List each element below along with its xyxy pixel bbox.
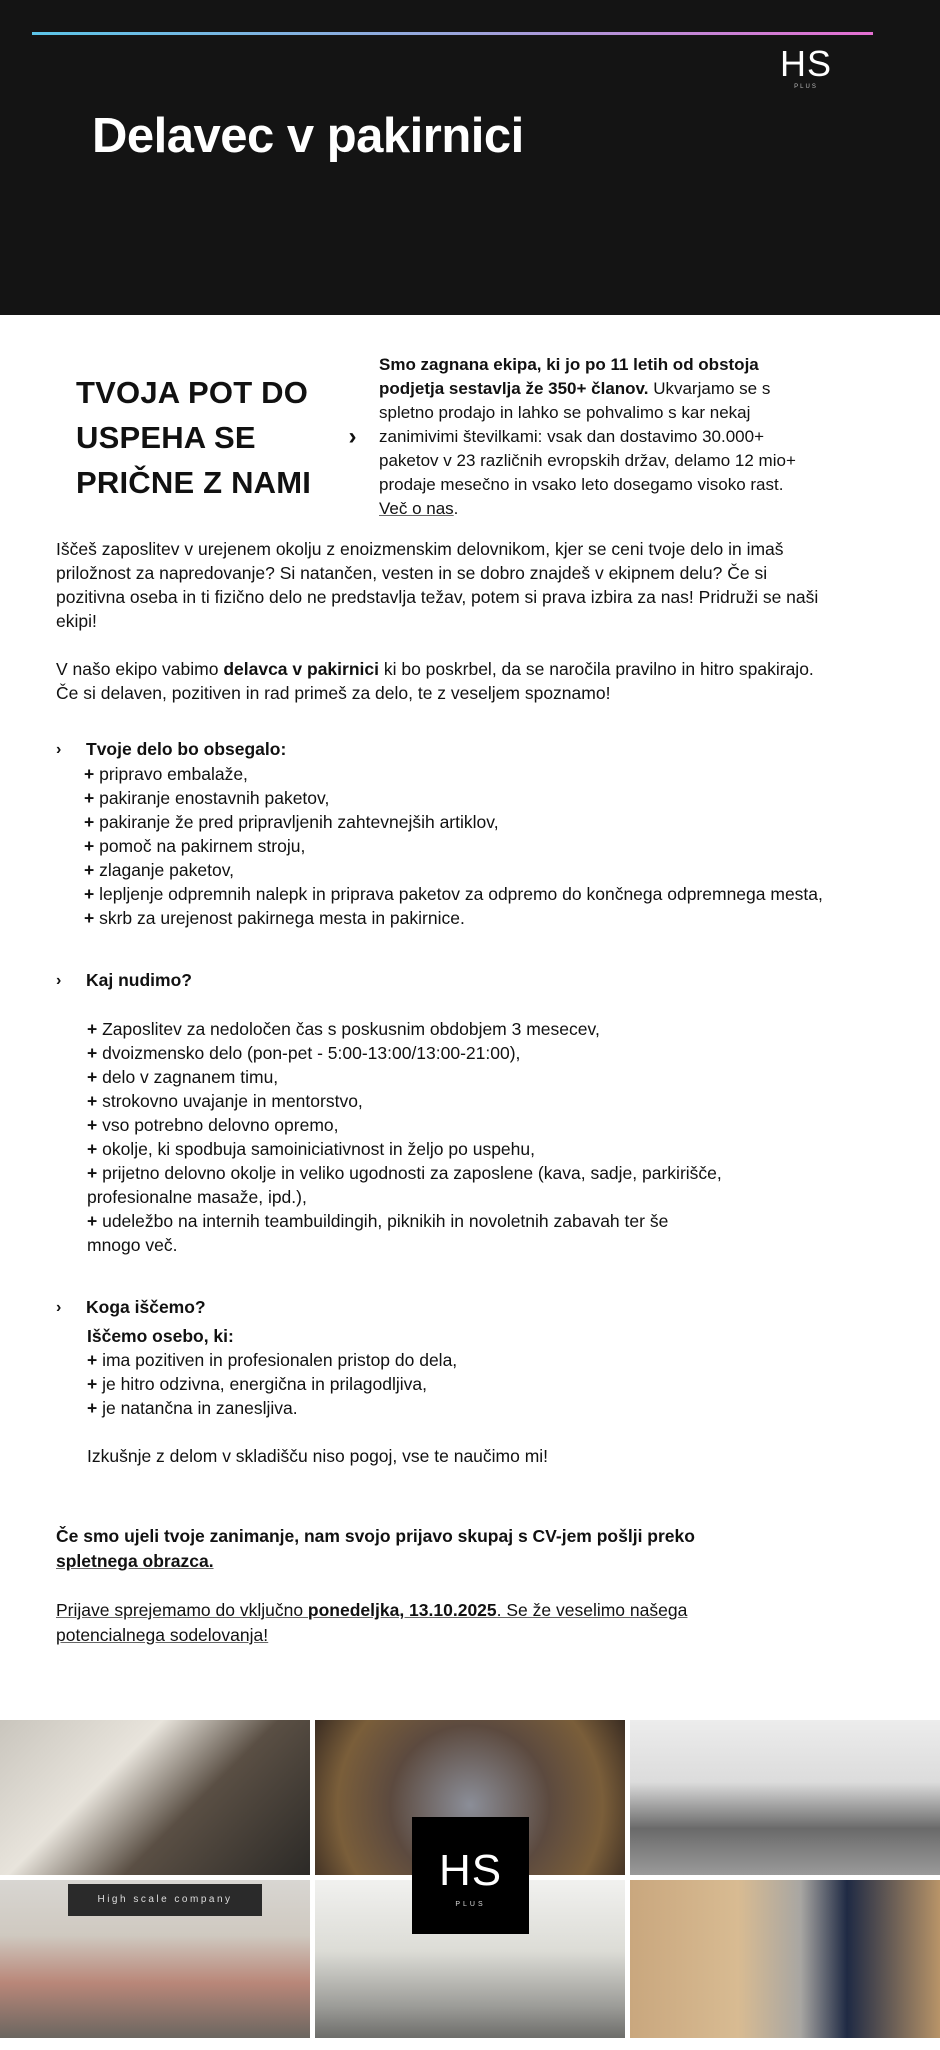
list-item xyxy=(84,786,864,810)
list-item-text: udeležbo na internih teambuildingih, piknikih in novoletnih zabavah ter še mnogo več. xyxy=(87,1211,669,1255)
plus-bullet-icon: + xyxy=(87,1211,103,1231)
company-slogan-sign: High scale company xyxy=(68,1884,262,1916)
list-item xyxy=(87,1161,724,1209)
plus-bullet-icon: + xyxy=(87,1139,103,1159)
list-item-text: Zaposlitev za nedoločen čas s poskusnim obdobjem 3 mesecev, xyxy=(102,1019,600,1039)
invitation-paragraph xyxy=(56,657,884,705)
list-item-text: zlaganje paketov, xyxy=(99,860,235,880)
list-item xyxy=(87,1041,724,1065)
list-item-text: delo v zagnanem timu, xyxy=(102,1067,279,1087)
list-item xyxy=(87,1065,724,1089)
intro-headline: TVOJA POT DO USPEHA SE PRIČNE Z NAMI xyxy=(76,374,312,500)
duties-list xyxy=(56,762,884,930)
header-banner xyxy=(0,0,940,315)
invitation-text: ki bo poskrbel, da se naročila pravilno in hitro spakirajo. Če si delaven, pozitiven in rad primeš za delo, te z veseljem spoznamo! xyxy=(56,659,814,703)
open-office-photo xyxy=(630,1720,940,1875)
list-item-text: je natančna in zanesljiva. xyxy=(102,1398,298,1418)
list-item xyxy=(87,1372,884,1396)
plus-bullet-icon: + xyxy=(87,1398,103,1418)
punctuation: . xyxy=(453,499,459,518)
plus-bullet-icon: + xyxy=(87,1163,103,1183)
list-item-text: skrb za urejenost pakirnega mesta in pakirnice. xyxy=(99,908,465,928)
plus-bullet-icon: + xyxy=(84,812,100,832)
plus-bullet-icon: + xyxy=(84,884,100,904)
logo-mark: HS xyxy=(438,1846,503,1895)
plus-bullet-icon: + xyxy=(84,764,100,784)
logo-subtext: PLUS xyxy=(794,84,818,90)
list-item xyxy=(87,1348,884,1372)
section-heading xyxy=(56,739,884,760)
chevron-right-icon: › xyxy=(348,423,357,450)
list-item xyxy=(87,1137,724,1161)
logo-subtext: PLUS xyxy=(455,1901,486,1908)
list-item xyxy=(87,1209,724,1257)
requirements-block xyxy=(56,1324,884,1468)
list-item xyxy=(87,1113,724,1137)
requirements-title: Koga iščemo? xyxy=(86,1297,206,1317)
plus-bullet-icon: + xyxy=(84,788,100,808)
intro-section xyxy=(56,353,884,521)
deadline-pre: Prijave sprejemamo do vključno xyxy=(56,1600,308,1620)
list-item-text: okolje, ki spodbuja samoiniciativnost in željo po uspehu, xyxy=(102,1139,535,1159)
application-deadline xyxy=(56,1598,884,1648)
experience-note: Izkušnje z delom v skladišču niso pogoj, vse te naučimo mi! xyxy=(87,1446,549,1466)
list-item-text: pomoč na pakirnem stroju, xyxy=(99,836,306,856)
company-summary-bold: Smo zagnana ekipa, ki jo po 11 letih od obstoja podjetja sestavlja že 350+ članov. xyxy=(379,355,759,398)
list-item xyxy=(84,906,864,930)
apply-call-to-action xyxy=(56,1524,884,1574)
list-item-text: je hitro odzivna, energična in prilagodljiva, xyxy=(102,1374,428,1394)
deadline-text xyxy=(56,1600,687,1645)
page-title: Delavec v pakirnici xyxy=(92,109,524,163)
section-heading xyxy=(56,1297,884,1318)
application-form-link[interactable]: spletnega obrazca. xyxy=(56,1551,214,1571)
section-heading xyxy=(56,970,884,991)
center-logo xyxy=(412,1817,529,1934)
plus-bullet-icon: + xyxy=(84,908,100,928)
list-item xyxy=(84,858,864,882)
accent-gradient-line xyxy=(32,32,873,35)
list-item-text: prijetno delovno okolje in veliko ugodnosti za zaposlene (kava, sadje, parkirišče, profesionalne masaže, ipd.), xyxy=(87,1163,722,1207)
colleagues-laptops-photo xyxy=(0,1880,310,2038)
offer-list xyxy=(56,1017,884,1257)
plus-bullet-icon: + xyxy=(87,1115,103,1135)
deadline-post: . Se že veselimo našega potencialnega sodelovanja! xyxy=(56,1600,688,1645)
list-item-text: ima pozitiven in profesionalen pristop do dela, xyxy=(102,1350,458,1370)
list-item xyxy=(87,1396,884,1420)
requirements-section xyxy=(56,1297,884,1468)
plus-bullet-icon: + xyxy=(87,1350,103,1370)
list-item xyxy=(87,1089,724,1113)
list-item xyxy=(84,882,864,906)
plus-bullet-icon: + xyxy=(84,860,100,880)
list-item-text: strokovno uvajanje in mentorstvo, xyxy=(102,1091,363,1111)
duties-title: Tvoje delo bo obsegalo: xyxy=(86,739,287,759)
chevron-right-icon: › xyxy=(56,971,62,989)
deadline-date: ponedeljka, 13.10.2025 xyxy=(307,1600,497,1620)
list-item xyxy=(84,834,864,858)
cta-text: Če smo ujeli tvoje zanimanje, nam svojo prijavo skupaj s CV-jem pošlji preko xyxy=(56,1526,695,1546)
photo-gallery xyxy=(0,1720,940,2038)
plus-bullet-icon: + xyxy=(87,1043,103,1063)
offer-section xyxy=(56,970,884,1257)
job-description xyxy=(0,353,940,1648)
list-item xyxy=(84,762,864,786)
plus-bullet-icon: + xyxy=(87,1374,103,1394)
intro-paragraph: Iščeš zaposlitev v urejenem okolju z enoizmenskim delovnikom, kjer se ceni tvoje delo in imaš priložnost za napredovanje? Si natančen, vesten in se dobro znajdeš v ekipnem delu? Če si pozitivna oseba in ti fizično delo ne predstavlja težav, potem si prava izbira za nas! Pridruži se naši ekipi! xyxy=(56,539,819,631)
company-logo[interactable] xyxy=(773,43,839,90)
warehouse-shelves-photo xyxy=(630,1880,940,2038)
chevron-right-icon: › xyxy=(56,740,62,758)
plus-bullet-icon: + xyxy=(84,836,100,856)
plus-bullet-icon: + xyxy=(87,1067,103,1087)
logo-mark: HS xyxy=(779,43,832,84)
company-summary xyxy=(379,353,884,521)
position-name: delavca v pakirnici xyxy=(223,659,379,679)
duties-section xyxy=(56,739,884,930)
list-item-text: vso potrebno delovno opremo, xyxy=(102,1115,339,1135)
requirements-list xyxy=(87,1348,884,1420)
list-item xyxy=(84,810,864,834)
team-presentation-photo xyxy=(0,1720,310,1875)
list-item-text: lepljenje odpremnih nalepk in priprava paketov za odpremo do končnega odpremnega mesta, xyxy=(99,884,823,904)
list-item xyxy=(87,1017,724,1041)
requirements-subtitle: Iščemo osebo, ki: xyxy=(87,1326,234,1346)
chevron-right-icon: › xyxy=(56,1298,62,1316)
plus-bullet-icon: + xyxy=(87,1091,103,1111)
offer-title: Kaj nudimo? xyxy=(86,970,192,990)
about-us-link[interactable]: Več o nas xyxy=(379,499,454,518)
list-item-text: pripravo embalaže, xyxy=(99,764,248,784)
list-item-text: dvoizmensko delo (pon-pet - 5:00-13:00/13:00-21:00), xyxy=(102,1043,521,1063)
list-item-text: pakiranje enostavnih paketov, xyxy=(99,788,330,808)
invitation-text: V našo ekipo vabimo xyxy=(56,659,224,679)
company-summary-text: Ukvarjamo se s spletno prodajo in lahko se pohvalimo s kar nekaj zanimivimi številkami: vsak dan dostavimo 30.000+ paketov v 23 različnih evropskih držav, delamo 12 mio+ prodaje mesečno in vsako leto dosegamo visoko rast. xyxy=(379,379,796,494)
list-item-text: pakiranje že pred pripravljenih zahtevnejših artiklov, xyxy=(99,812,499,832)
plus-bullet-icon: + xyxy=(87,1019,103,1039)
